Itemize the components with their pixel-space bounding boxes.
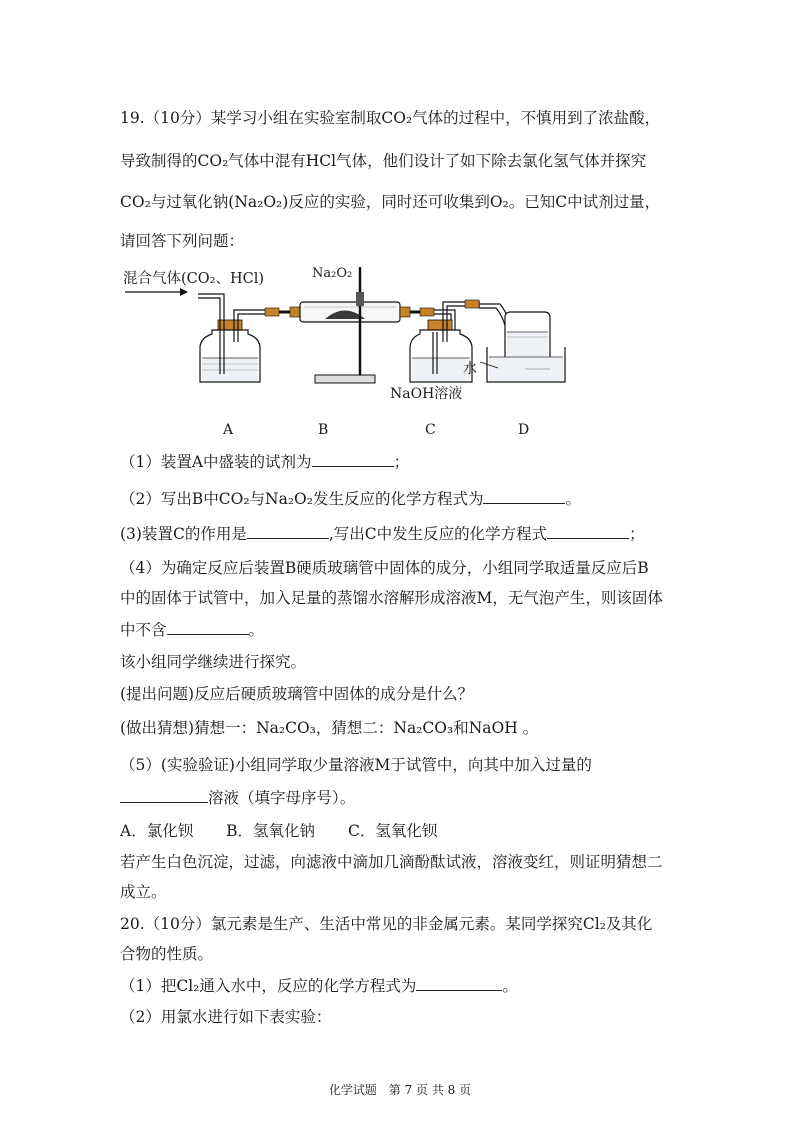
q19-conclusion-line-1: 若产生白色沉淀，过滤，向滤液中滴加几滴酚酞试液，溶液变红，则证明猜想二 <box>120 853 663 871</box>
label-c: C <box>425 422 436 438</box>
footer-subject: 化学试题 <box>328 1083 377 1097</box>
q20-part-2: （2）用氯水进行如下表实验： <box>120 1008 332 1026</box>
q19-continue: 该小组同学继续进行探究。 <box>120 653 307 671</box>
footer-page-number: 第 7 页 共 8 页 <box>388 1083 472 1097</box>
q19-part-5-text: 溶液（填字母序号）。 <box>208 789 356 807</box>
q19-part-1 <box>120 452 409 472</box>
q19-part-4-line-2: 中的固体于试管中，加入足量的蒸馏水溶解形成溶液M，无气泡产生，则该固体 <box>120 589 663 607</box>
q19-line-3: CO₂与过氧化钠(Na₂O₂)反应的实验，同时还可收集到O₂。已知C中试剂过量， <box>120 193 661 211</box>
answer-blank[interactable] <box>547 524 629 539</box>
q19-part-5-line-2 <box>120 788 355 808</box>
apparatus-figure <box>120 262 570 442</box>
q19-part-3-text-b: ,写出C中发生反应的化学方程式 <box>328 525 548 543</box>
answer-blank[interactable] <box>483 489 565 504</box>
q19-part-1-text: （1）装置A中盛装的试剂为 <box>120 453 312 471</box>
q19-conclusion-line-2: 成立。 <box>120 883 167 901</box>
q19-line-1: 19.（10分）某学习小组在实验室制取CO₂气体的过程中，不慎用到了浓盐酸， <box>120 109 661 127</box>
q20-part-1-text: （1）把Cl₂通入水中，反应的化学方程式为 <box>120 977 417 995</box>
q19-part-3 <box>120 524 645 544</box>
q19-options <box>120 821 465 841</box>
page-footer <box>0 1081 800 1098</box>
water-label: 水 <box>463 361 477 377</box>
answer-blank[interactable] <box>120 788 208 803</box>
q19-part-4-end: 。 <box>248 621 265 639</box>
q19-part-4-line-3 <box>120 620 264 640</box>
q19-part-5-line-1: （5）(实验验证)小组同学取少量溶液M于试管中，向其中加入过量的 <box>120 756 592 774</box>
bottle-a <box>198 294 279 382</box>
q19-line-2: 导致制得的CO₂气体中混有HCl气体，他们设计了如下除去氯化氢气体并探究 <box>120 152 647 170</box>
naoh-label: NaOH溶液 <box>390 386 463 402</box>
q19-part-2-end: 。 <box>565 490 581 508</box>
q19-part-3-text-a: (3)装置C的作用是 <box>120 525 247 543</box>
q19-part-2 <box>120 489 581 509</box>
q19-part-1-end: ； <box>393 453 410 471</box>
option-b: B．氢氧化钠 <box>226 822 316 840</box>
apparatus-diagram <box>120 262 570 442</box>
answer-blank[interactable] <box>167 620 249 635</box>
option-a: A．氯化钡 <box>120 822 194 840</box>
q19-line-4: 请回答下列问题： <box>120 232 245 250</box>
answer-blank[interactable] <box>416 976 502 991</box>
q19-part-4-text: 中不含 <box>120 621 167 639</box>
q19-part-4-line-1: （4）为确定反应后装置B硬质玻璃管中固体的成分，小组同学取适量反应后B <box>120 559 649 577</box>
answer-blank[interactable] <box>247 524 329 539</box>
q19-guess: (做出猜想)猜想一：Na₂CO₃，猜想二：Na₂CO₃和NaOH 。 <box>120 719 539 737</box>
trough-d <box>480 312 565 382</box>
answer-blank[interactable] <box>312 452 394 467</box>
q19-part-3-end: ； <box>629 525 645 543</box>
q19-question: (提出问题)反应后硬质玻璃管中固体的成分是什么？ <box>120 685 474 703</box>
label-a: A <box>223 422 234 438</box>
option-c: C．氢氧化钡 <box>347 822 438 840</box>
label-b: B <box>318 422 329 438</box>
q20-part-1 <box>120 976 518 996</box>
iron-stand <box>315 267 375 383</box>
q20-part-1-end: 。 <box>502 977 518 995</box>
q20-line-1: 20.（10分）氯元素是生产、生活中常见的非金属元素。某同学探究Cl₂及其化 <box>120 915 653 933</box>
gas-label: 混合气体(CO₂、HCl) <box>123 271 264 287</box>
na2o2-label: Na₂O₂ <box>312 266 353 281</box>
q20-line-2: 合物的性质。 <box>120 945 214 963</box>
label-d: D <box>518 422 530 438</box>
q19-part-2-text: （2）写出B中CO₂与Na₂O₂发生反应的化学方程式为 <box>120 490 484 508</box>
